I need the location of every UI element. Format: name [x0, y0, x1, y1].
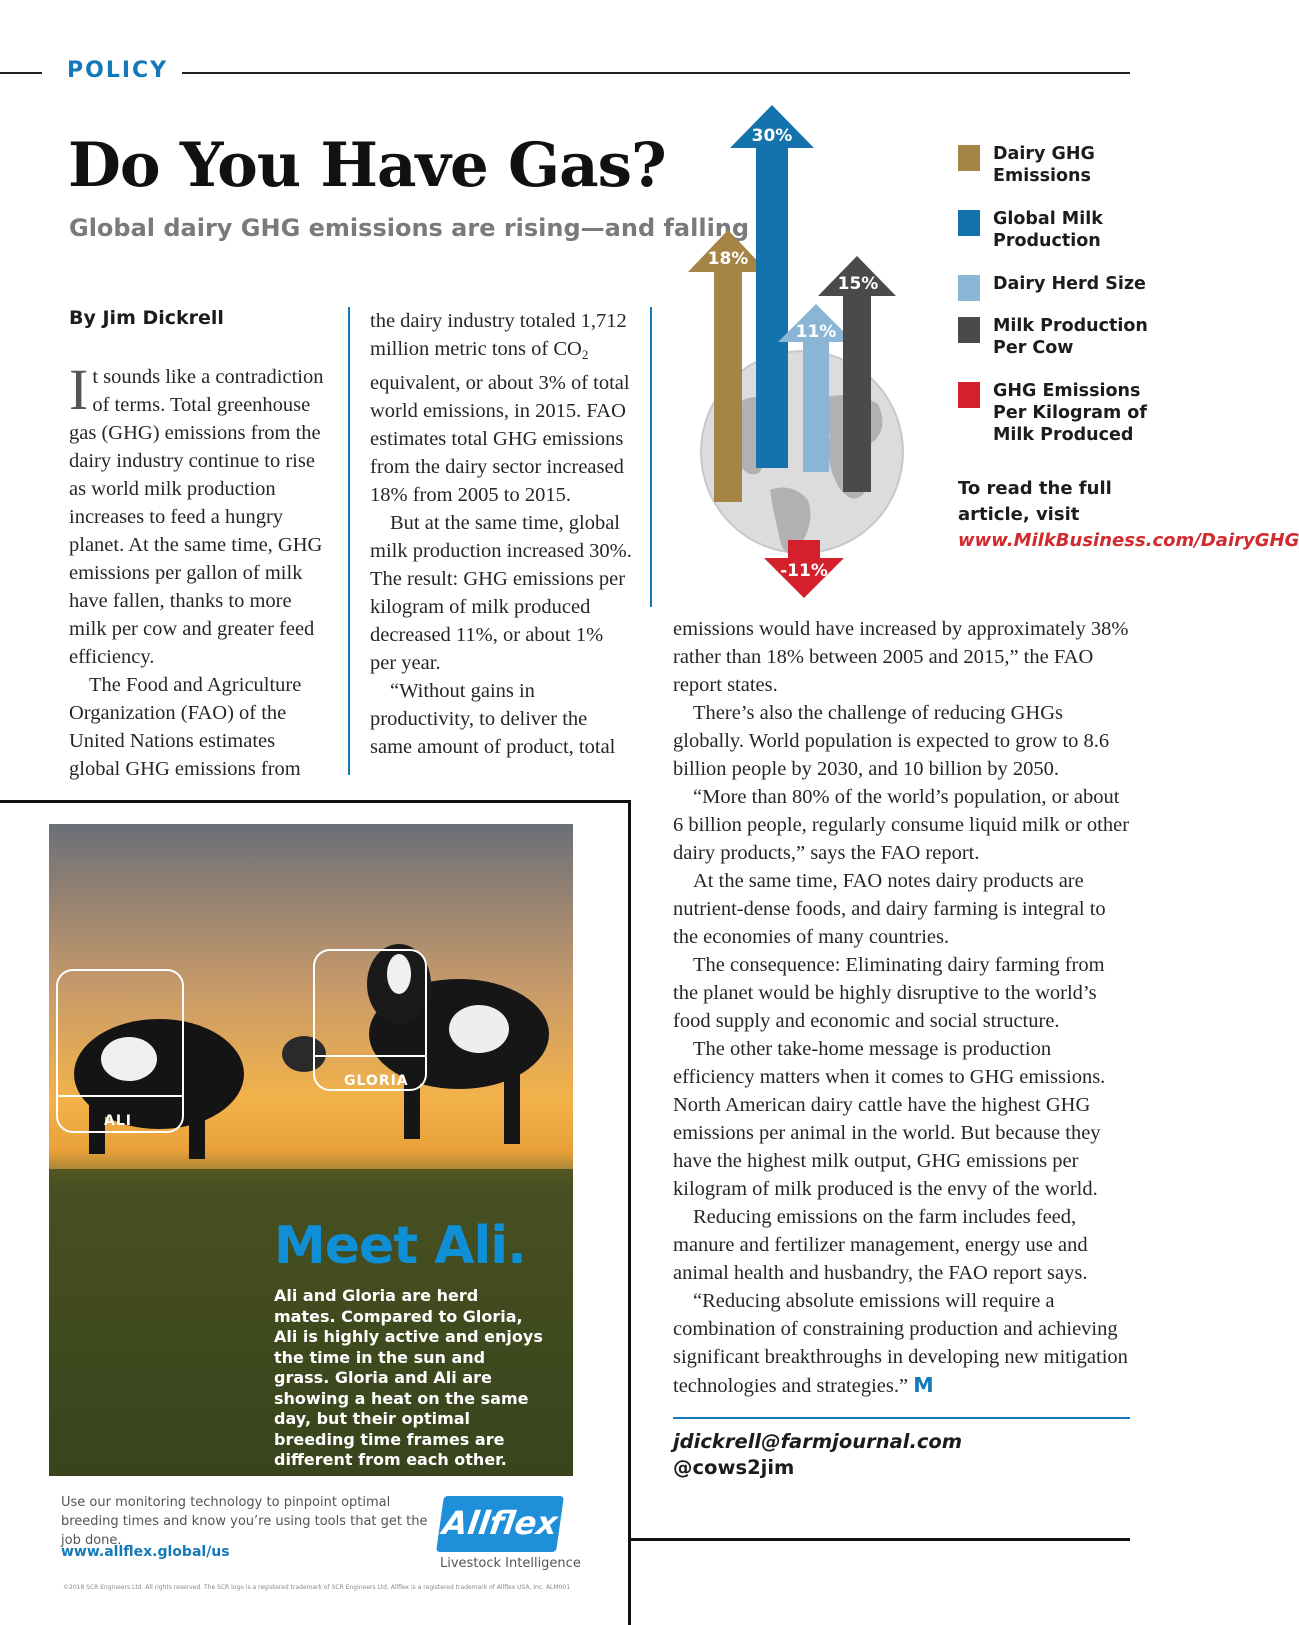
label-cow: 15%	[837, 274, 879, 294]
paragraph: The Food and Agriculture Organization (FAO) of the United Nations estimates global GHG emissions from	[69, 674, 302, 780]
paragraph: the dairy industry totaled 1,712 million metric tons of CO2 equivalent, or about 3% of total world emissions, in 2015. FAO estimates total GHG emissions from the dairy sector increased 18% from 2005 to 2015.	[370, 310, 630, 506]
ad-border-top	[0, 800, 630, 803]
paragraph: “Without gains in productivity, to deliver the same amount of product, total	[370, 680, 616, 758]
byline: By Jim Dickrell	[69, 307, 224, 329]
legend-swatch	[958, 145, 980, 171]
article-column-3	[673, 615, 1133, 1400]
brand-subtitle: Livestock Intelligence	[440, 1556, 581, 1571]
ad-url[interactable]: www.allflex.global/us	[61, 1544, 230, 1560]
page-title: Do You Have Gas?	[68, 130, 666, 201]
author-handle[interactable]: @cows2jim	[673, 1456, 795, 1479]
article-link[interactable]: www.MilkBusiness.com/DairyGHG	[958, 530, 1299, 551]
legend-swatch	[958, 210, 980, 236]
paragraph: The consequence: Eliminating dairy farming from the planet would be highly disruptive to the world’s food supply and economic and social structure.	[673, 954, 1105, 1032]
legend-swatch	[958, 382, 980, 408]
author-rule	[673, 1417, 1130, 1419]
ad-border-right	[628, 800, 631, 1625]
read-full-article: To read the full article, visit www.MilkBusiness.com/DairyGHG	[958, 478, 1299, 551]
paragraph: At the same time, FAO notes dairy products are nutrient-dense foods, and dairy farming is integral to the economies of many countries.	[673, 870, 1106, 948]
legend-label: Milk Production Per Cow	[993, 316, 1148, 358]
ghg-infographic	[700, 100, 945, 605]
page-subtitle: Global dairy GHG emissions are rising—and falling	[69, 214, 750, 242]
section-label: POLICY	[67, 58, 169, 83]
section-rule-left	[0, 72, 42, 74]
paragraph: But at the same time, global milk production increased 30%. The result: GHG emissions per kilogram of milk produced decreased 11%, or about 1% per year.	[370, 512, 632, 674]
label-ghg: 18%	[707, 249, 749, 269]
column-divider	[650, 307, 652, 607]
paragraph: There’s also the challenge of reducing GHGs globally. World population is expected to grow to 8.6 billion people by 2030, and 10 billion by 2050.	[673, 702, 1110, 780]
section-rule-right	[182, 72, 1130, 74]
ad-cta: Use our monitoring technology to pinpoint optimal breeding times and know you’re using tools that get the job done.	[61, 1495, 428, 1548]
paragraph: It sounds like a contradiction of terms. Total greenhouse gas (GHG) emissions from the dairy industry continue to rise as world milk production increases to feed a hungry planet. At the same time, GHG emissions per gallon of milk have fallen, thanks to more milk per cow and greater feed efficiency.	[69, 357, 324, 668]
ad-body: Ali and Gloria are herd mates. Compared to Gloria, Ali is highly active and enjoys the time in the sun and grass. Gloria and Ali are showing a heat on the same day, but their optimal breeding time frames are different from each other.	[274, 1286, 543, 1469]
label-herd: 11%	[795, 322, 837, 342]
legend-label: Dairy GHG Emissions	[993, 144, 1095, 186]
ad-tag-gloria: GLORIA	[344, 1073, 409, 1089]
label-milk: 30%	[751, 126, 793, 146]
legend-swatch	[958, 317, 980, 343]
paragraph: “Reducing absolute emissions will require a combination of constraining production and achieving significant breakthroughs in developing new mitigation technologies and strategies.” M	[673, 1290, 1128, 1397]
ad-headline: Meet Ali.	[274, 1216, 526, 1276]
end-mark: M	[913, 1373, 934, 1397]
brand-logo-text: Allflex	[440, 1504, 560, 1542]
paragraph: emissions would have increased by approximately 38% rather than 18% between 2005 and 2015,” the FAO report states.	[673, 618, 1129, 696]
bottom-rule	[630, 1538, 1130, 1541]
allflex-logo	[436, 1496, 564, 1552]
paragraph: “More than 80% of the world’s population, or about 6 billion people, regularly consume liquid milk or other dairy products,” says the FAO report.	[673, 786, 1130, 864]
paragraph: Reducing emissions on the farm includes feed, manure and fertilizer management, energy use and animal health and husbandry, the FAO report says.	[673, 1206, 1088, 1284]
ad-tag-ali: ALI	[104, 1113, 132, 1129]
legend-swatch	[958, 275, 980, 301]
label-per-kg: -11%	[780, 561, 828, 581]
drop-cap: I	[69, 357, 89, 422]
paragraph: The other take-home message is production efficiency matters when it comes to GHG emissions. North American dairy cattle have the highest GHG emissions per animal in the world. But because they have the highest milk output, GHG emissions per kilogram of milk produced is the envy of the world.	[673, 1038, 1106, 1200]
author-email[interactable]: jdickrell@farmjournal.com	[673, 1430, 963, 1453]
legend-label: Global Milk Production	[993, 209, 1103, 251]
ad-fine-print: ©2018 SCR Engineers Ltd. All rights reserved. The SCR logo is a registered trademark of SCR Engineers Ltd. Allflex is a registered trademark of Allflex USA, Inc. ALM001	[63, 1584, 571, 1591]
article-column-1	[69, 357, 331, 783]
legend-label: GHG Emissions Per Kilogram of Milk Produced	[993, 381, 1147, 445]
article-column-2	[370, 307, 632, 761]
column-divider	[348, 307, 350, 775]
legend-label: Dairy Herd Size	[993, 274, 1146, 294]
